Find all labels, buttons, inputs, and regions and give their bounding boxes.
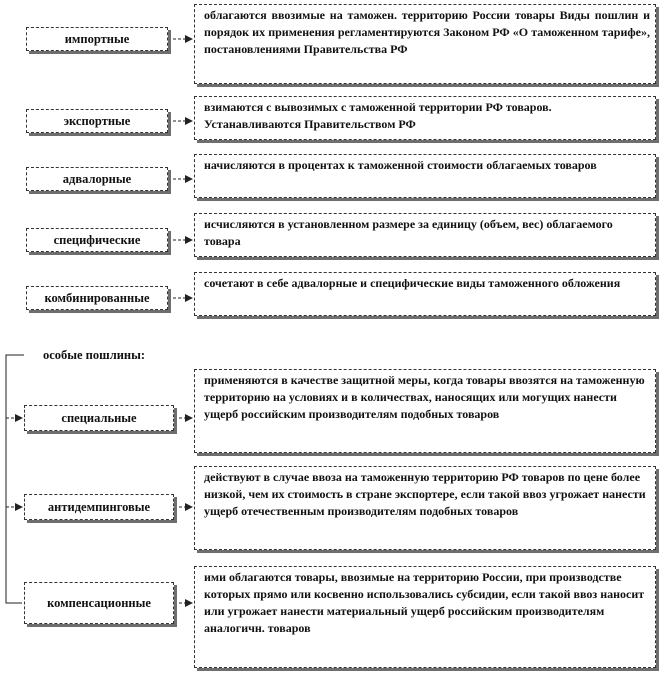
desc-advalornye: начисляются в процентах к таможенной стоимости облагаемых товаров xyxy=(204,158,597,172)
special-header: особые пошлины: xyxy=(42,347,146,362)
desc-antidempingovye: действуют в случае ввоза на таможенную территорию РФ товаров по цене более низкой, чем их стоимость в стране экспортере, если такой ввоз угрожает нанести ущерб отечественным производителям подобных товаров xyxy=(204,470,646,519)
special-label-kompensacionnye: компенсационные xyxy=(47,595,151,610)
special-label-antidempingovye: антидемпинговые xyxy=(47,499,151,514)
desc-importnye: облагаются ввозимые на таможен. территорию России товары Виды пошлин и порядок их применения регламентируются Законом РФ «О таможенном тарифе», постановлениями Правительства РФ xyxy=(204,8,650,57)
type-label-specificheskie: специфические xyxy=(53,232,141,247)
type-label-advalornye: адвалорные xyxy=(62,171,132,186)
type-label-importnye: импортные xyxy=(64,31,130,46)
desc-kombinirovannye: сочетают в себе адвалорные и специфические виды таможенного обложения xyxy=(204,276,621,290)
type-label-eksportnye: экспортные xyxy=(63,113,131,128)
special-bracket xyxy=(6,355,24,603)
special-label-specialnye: специальные xyxy=(61,410,137,425)
type-label-kombinirovannye: комбинированные xyxy=(44,290,150,305)
desc-kompensacionnye: ими облагаются товары, ввозимые на территорию России, при производстве которых прямо или косвенно использовались субсидии, если такой ввоз наносит или угрожает нанести материальный ущерб российским производителям аналогичн. товаров xyxy=(204,570,645,636)
desc-specialnye: применяются в качестве защитной меры, когда товары ввозятся на таможенную территорию на условиях и в количествах, наносящих или могущих нанести ущерб российским производителям подобных товаров xyxy=(204,373,645,422)
desc-specificheskie: исчисляются в установленном размере за единицу (объем, вес) облагаемого товара xyxy=(204,217,613,249)
desc-eksportnye: взимаются с вывозимых с таможенной территории РФ товаров. Устанавливаются Правительством РФ xyxy=(204,100,552,132)
